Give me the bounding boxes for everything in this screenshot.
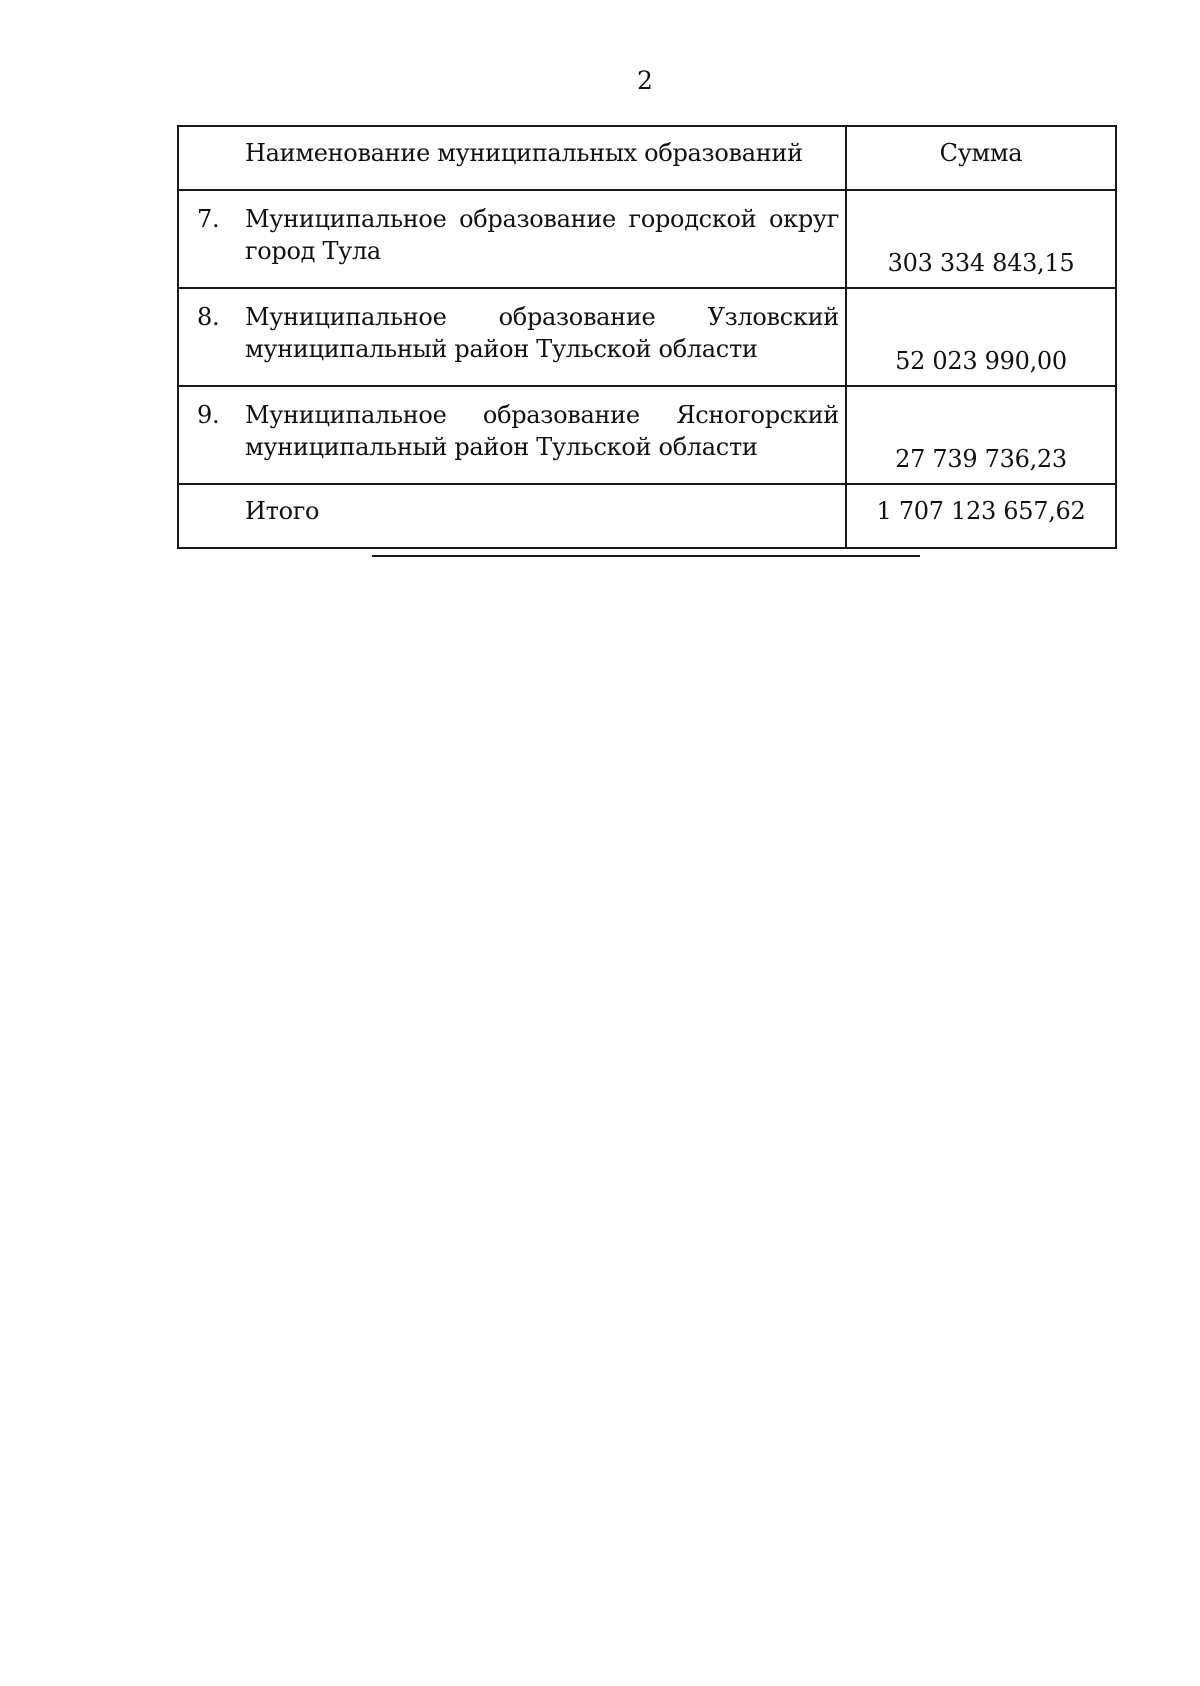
row-number: 9.: [197, 401, 220, 429]
row-sum: 52 023 990,00: [846, 288, 1116, 386]
total-label: Итого: [178, 484, 846, 548]
row-number: 7.: [197, 205, 220, 233]
table-row: [178, 288, 1116, 386]
row-name-cell: [178, 190, 846, 288]
table-row: [178, 190, 1116, 288]
total-sum: 1 707 123 657,62: [846, 484, 1116, 548]
row-name-cell: [178, 288, 846, 386]
table-header-row: [178, 126, 1116, 190]
row-name: Муниципальное образование Узловский муниципальный район Тульской области: [245, 303, 839, 363]
row-number: 8.: [197, 303, 220, 331]
end-of-document-line: [372, 555, 920, 557]
table-total-row: [178, 484, 1116, 548]
header-name-cell: Наименование муниципальных образований: [178, 126, 846, 190]
row-name: Муниципальное образование Ясногорский муниципальный район Тульской области: [245, 401, 839, 461]
row-name-cell: [178, 386, 846, 484]
row-sum: 303 334 843,15: [846, 190, 1116, 288]
row-sum: 27 739 736,23: [846, 386, 1116, 484]
municipal-sums-table: [177, 125, 1117, 549]
header-sum-cell: Сумма: [846, 126, 1116, 190]
page-number: 2: [637, 66, 653, 95]
row-name: Муниципальное образование городской округ город Тула: [245, 205, 839, 265]
table-row: [178, 386, 1116, 484]
